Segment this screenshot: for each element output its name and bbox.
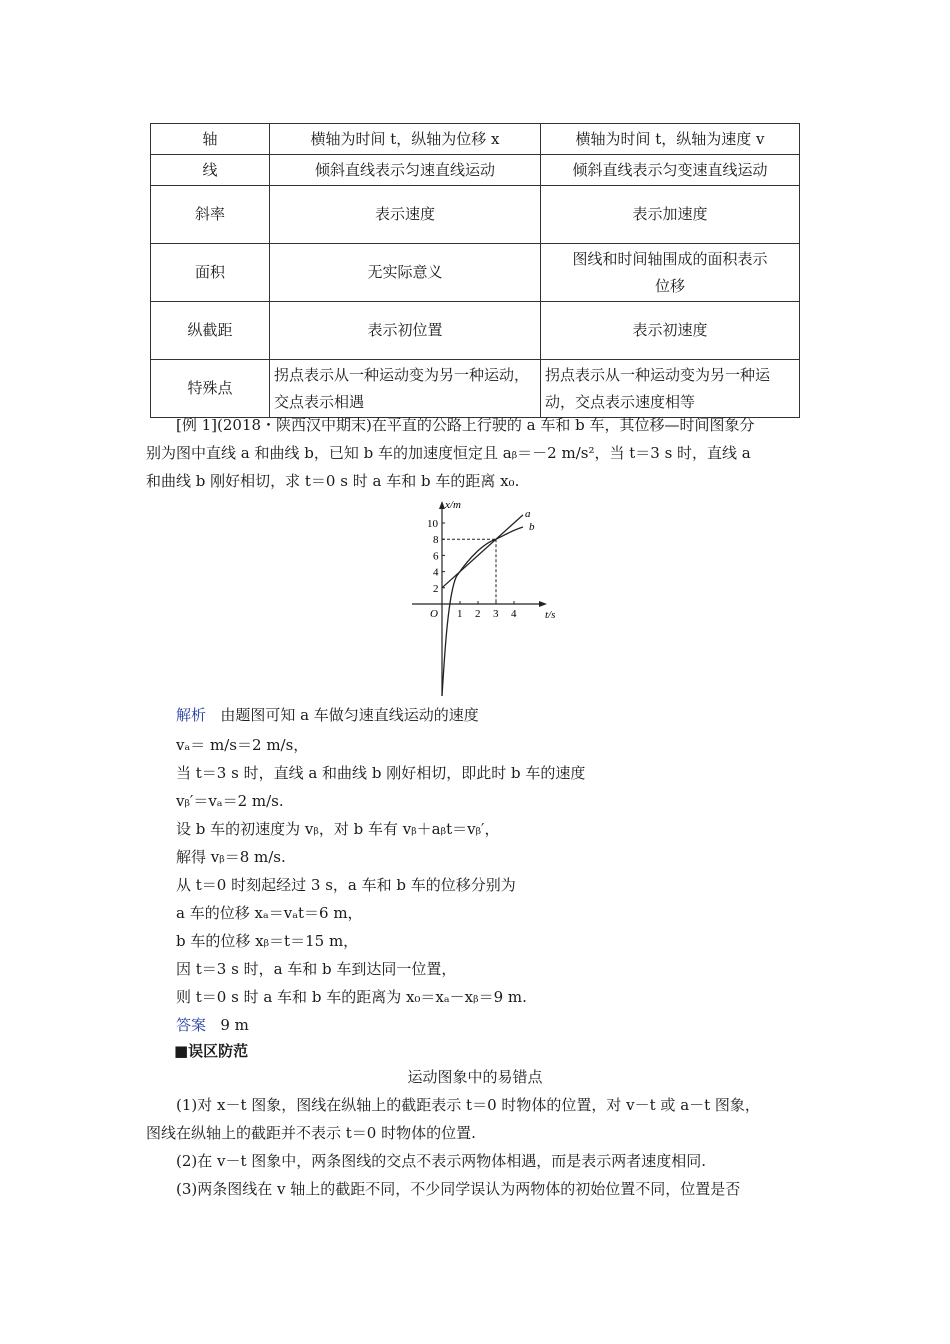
pitfall-title: 运动图象中的易错点 [407, 1068, 543, 1086]
x-axis-arrow [539, 601, 547, 607]
solution-line: 从 t＝0 时刻起经过 3 s，a 车和 b 车的位移分别为 [176, 876, 516, 894]
solution-line: a 车的位移 xₐ＝vₐt＝6 m， [176, 904, 363, 922]
table-row [151, 244, 800, 302]
series-b-label: b [529, 521, 535, 534]
vt-cell: 倾斜直线表示匀变速直线运动 [541, 155, 800, 186]
row-key: 纵截距 [151, 302, 270, 360]
pitfall-p3: (3)两条图线在 v 轴上的截距不同，不少同学误认为两物体的初始位置不同，位置是否 [176, 1180, 741, 1198]
xt-cell: 表示速度 [270, 186, 541, 244]
pitfall-p2: (2)在 v－t 图象中，两条图线的交点不表示两物体相遇，而是表示两者速度相同. [176, 1152, 707, 1170]
table-row [151, 186, 800, 244]
solution-line: b 车的位移 xᵦ＝t＝15 m， [176, 932, 359, 950]
origin-label: O [430, 608, 438, 620]
table-row [151, 302, 800, 360]
chart-plot [412, 499, 555, 696]
y-tick-label: 4 [433, 566, 439, 579]
xt-cell: 倾斜直线表示匀速直线运动 [270, 155, 541, 186]
solution-line: vᵦ′＝vₐ＝2 m/s. [176, 792, 284, 810]
solution-line: 设 b 车的初速度为 vᵦ，对 b 车有 vᵦ＋aᵦt＝vᵦ′， [176, 820, 500, 838]
y-tick-label: 6 [433, 550, 439, 563]
example-line-1: [例 1](2018・陕西汉中期末)在平直的公路上行驶的 a 车和 b 车，其位移—时间图象分 [176, 416, 755, 434]
row-key: 面积 [151, 244, 270, 302]
solution-line: 则 t＝0 s 时 a 车和 b 车的距离为 x₀＝xₐ－xᵦ＝9 m. [176, 988, 527, 1006]
solution-line: vₐ＝ m/s＝2 m/s， [176, 736, 309, 754]
row-key: 斜率 [151, 186, 270, 244]
x-tick-label: 2 [475, 608, 481, 620]
solution-line: 当 t＝3 s 时，直线 a 和曲线 b 刚好相切，即此时 b 车的速度 [176, 764, 586, 782]
x-axis-label: t/s [545, 609, 556, 621]
xt-cell: 拐点表示从一种运动变为另一种运动，交点表示相遇 [270, 360, 541, 418]
xt-cell: 表示初位置 [270, 302, 541, 360]
row-key: 特殊点 [151, 360, 270, 418]
series-a-label: a [525, 507, 531, 520]
answer-line [176, 1014, 249, 1035]
x-tick-label: 1 [457, 608, 463, 620]
table-row [151, 155, 800, 186]
y-tick-label: 10 [427, 518, 438, 530]
solution-text: 由题图可知 a 车做匀速直线运动的速度 [220, 706, 479, 724]
pitfall-p1-cont: 图线在纵轴上的截距并不表示 t＝0 时物体的位置. [146, 1124, 476, 1142]
table-row [151, 124, 800, 155]
position-time-chart [410, 496, 570, 701]
x-tick-label: 3 [493, 608, 499, 620]
answer-label: 答案 [176, 1016, 207, 1034]
y-tick-label: 2 [433, 582, 439, 595]
solution-line: 因 t＝3 s 时，a 车和 b 车到达同一位置， [176, 960, 457, 978]
vt-cell: 表示加速度 [541, 186, 800, 244]
solution-line: 解得 vᵦ＝8 m/s. [176, 848, 286, 866]
x-tick-label: 4 [511, 608, 517, 620]
xt-cell: 无实际意义 [270, 244, 541, 302]
vt-cell: 表示初速度 [541, 302, 800, 360]
example-line-2: 别为图中直线 a 和曲线 b，已知 b 车的加速度恒定且 aᵦ＝－2 m/s²，当 t＝3 s 时，直线 a [146, 444, 751, 462]
row-key: 轴 [151, 124, 270, 155]
y-axis-label: x/m [445, 499, 461, 511]
solution-label: 解析 [176, 706, 207, 724]
vt-cell: 横轴为时间 t，纵轴为速度 v [541, 124, 800, 155]
vt-cell: 拐点表示从一种运动变为另一种运动，交点表示速度相等 [541, 360, 800, 418]
xt-cell: 横轴为时间 t，纵轴为位移 x [270, 124, 541, 155]
solution-line-0 [176, 704, 479, 725]
example-line-3: 和曲线 b 刚好相切，求 t＝0 s 时 a 车和 b 车的距离 x₀. [146, 472, 520, 490]
comparison-table [150, 123, 800, 418]
y-tick-label: 8 [433, 534, 439, 547]
answer-value: 9 m [220, 1016, 249, 1034]
row-key: 线 [151, 155, 270, 186]
series-a-line [442, 515, 523, 588]
table-row [151, 360, 800, 418]
pitfall-p1: (1)对 x－t 图象，图线在纵轴上的截距表示 t＝0 时物体的位置，对 v－t 或 a－t 图象， [176, 1096, 760, 1114]
pitfall-tag: ■误区防范 [174, 1042, 249, 1060]
vt-cell: 图线和时间轴围成的面积表示位移 [541, 244, 800, 302]
